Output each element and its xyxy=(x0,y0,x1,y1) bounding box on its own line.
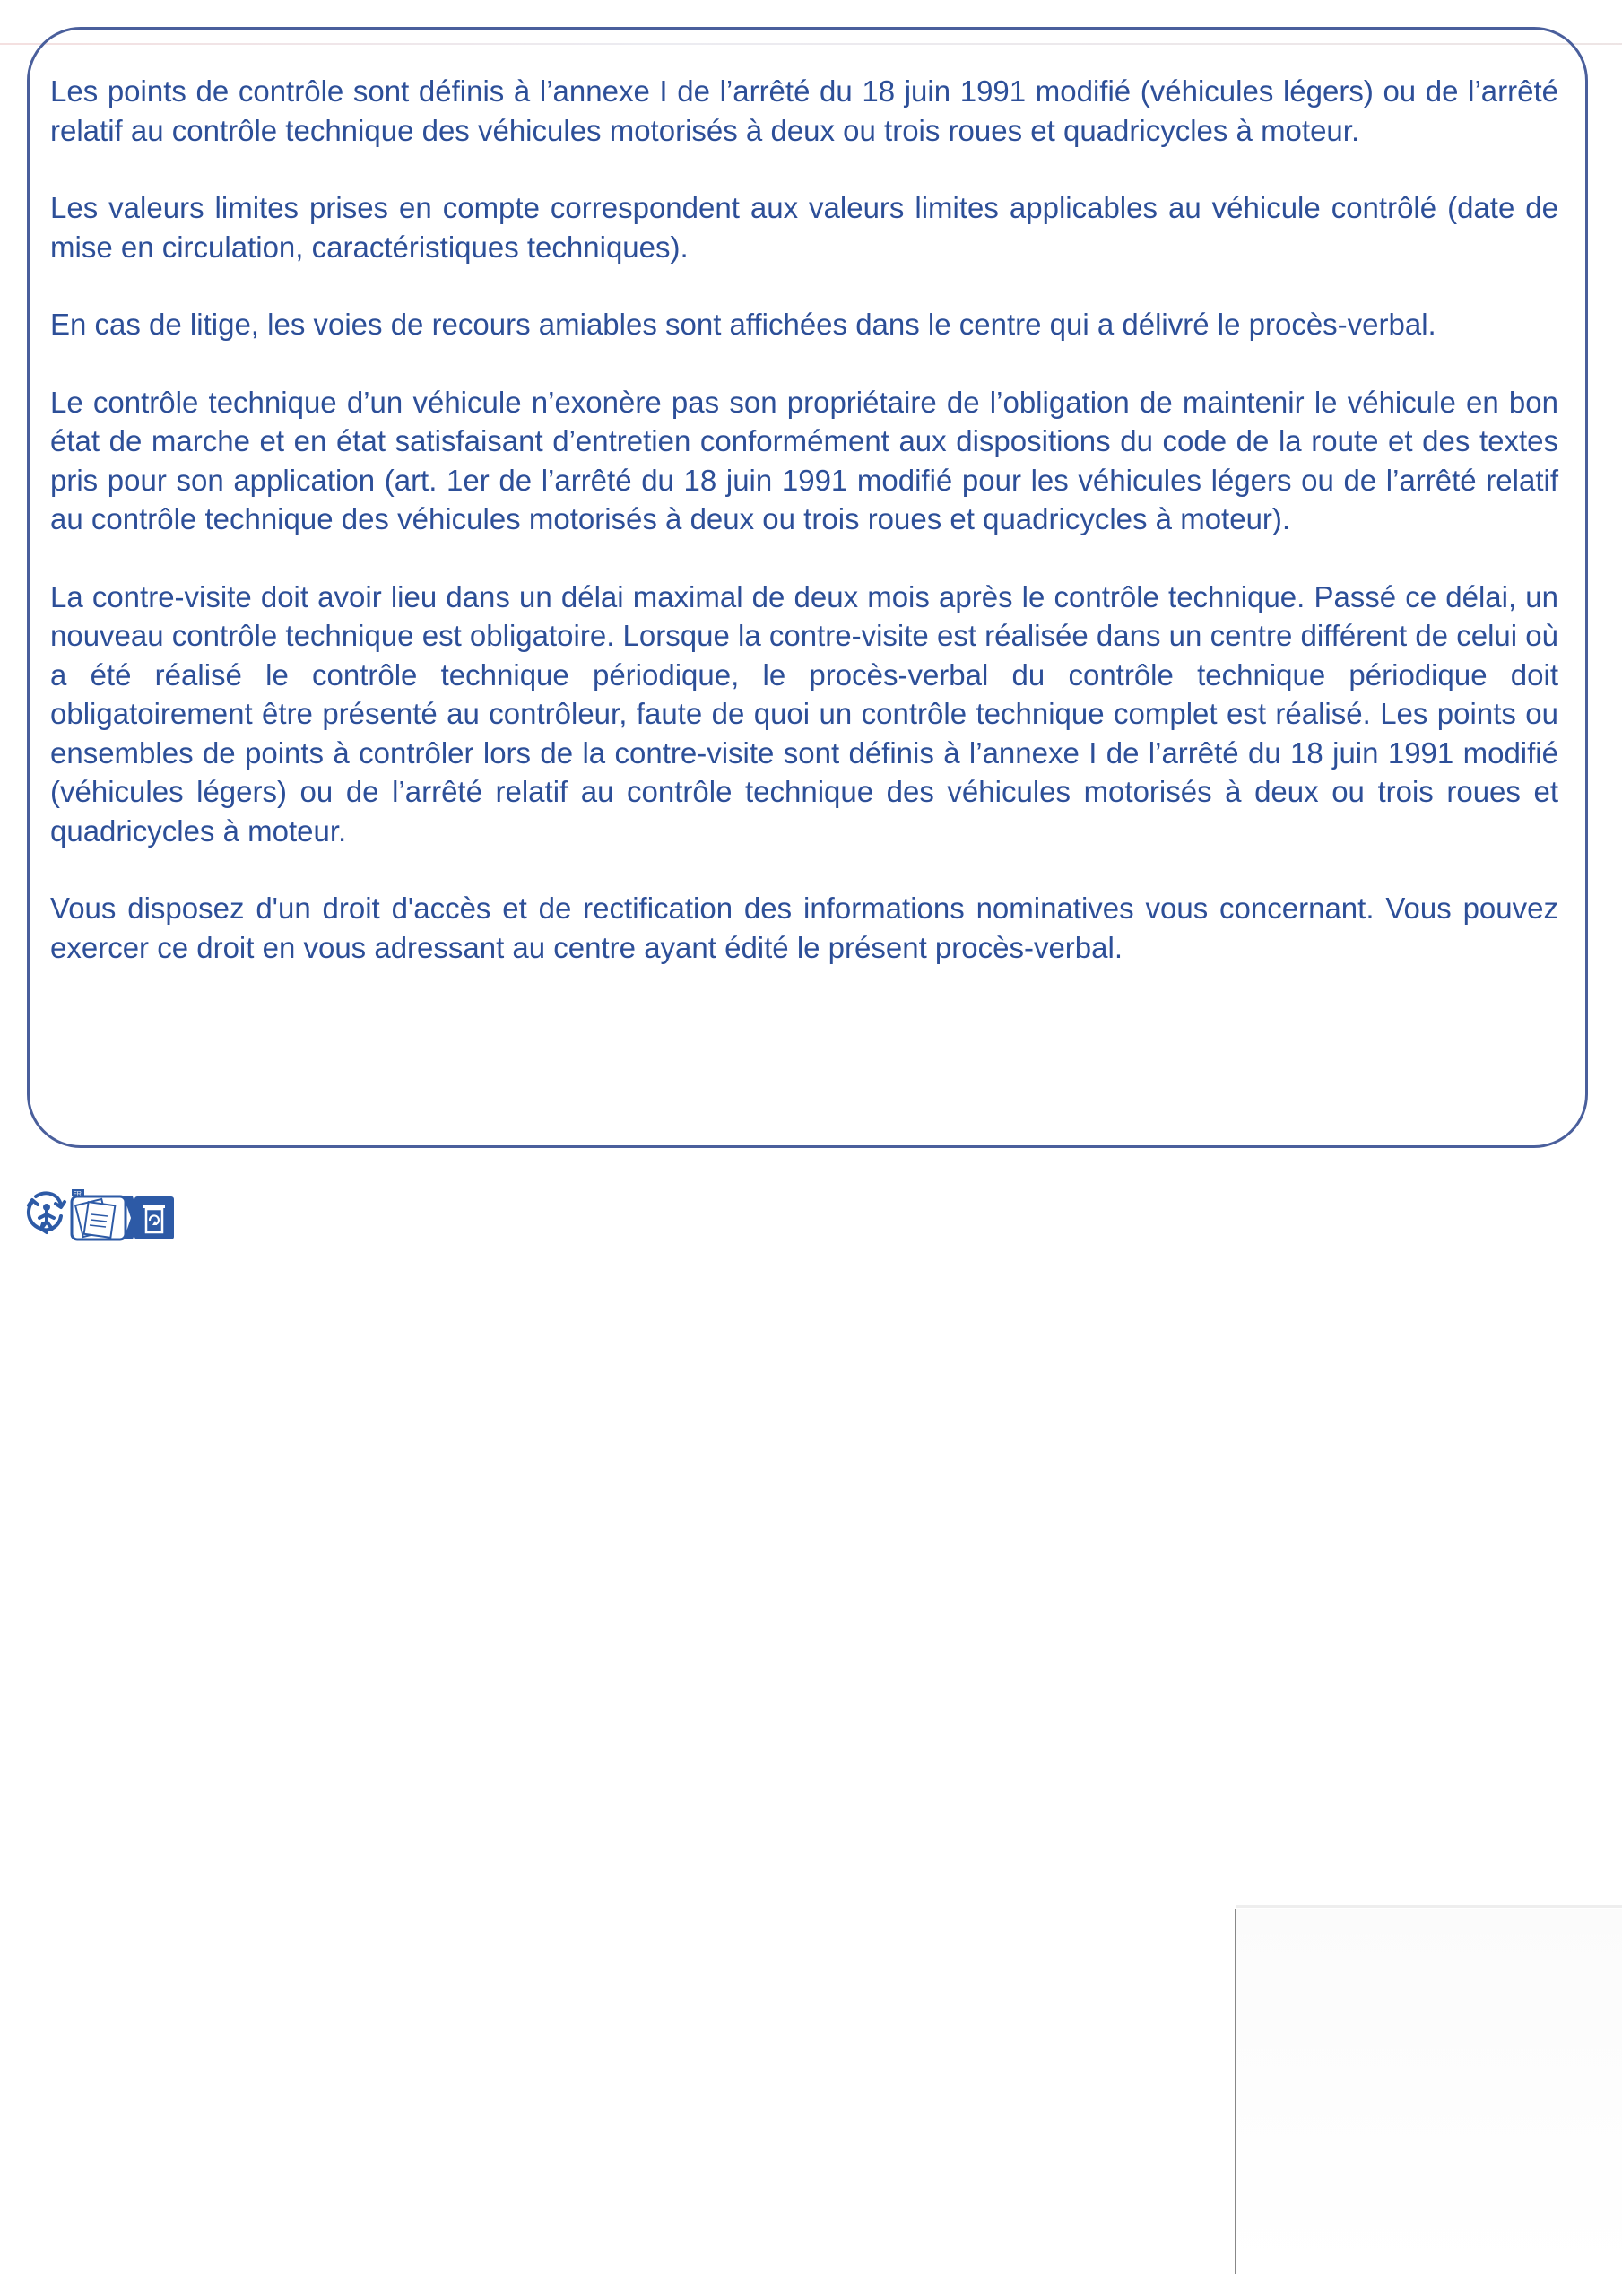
paper-sorting-icon xyxy=(72,1189,126,1239)
notice-paragraph-limit-values: Les valeurs limites prises en compte correspondent aux valeurs limites applicables au véhicule contrôlé (date de mise en circulation, caractéristiques techniques). xyxy=(50,191,1558,264)
page-fold-area xyxy=(1236,1909,1622,2274)
recycling-logos xyxy=(22,1180,183,1247)
notice-paragraph-control-points: Les points de contrôle sont définis à l’annexe I de l’arrêté du 18 juin 1991 modifié (véhicules légers) ou de l’arrêté relatif au contrôle technique des véhicules motorisés à deux ou trois roues et quadricycles à moteur. xyxy=(50,74,1558,147)
page-fold-line xyxy=(1235,1909,1236,2274)
notice-paragraph-dispute: En cas de litige, les voies de recours amiables sont affichées dans le centre qui a délivré le procès-verbal. xyxy=(50,308,1436,341)
notice-paragraph-owner-obligation: Le contrôle technique d’un véhicule n’exonère pas son propriétaire de l’obligation de maintenir le véhicule en bon état de marche et en état satisfaisant d’entretien conformément aux dispositions du code de la route et des textes pris pour son application (art. 1er de l’arrêté du 18 juin 1991 modifié pour les véhicules légers ou de l’arrêté relatif au contrôle technique des véhicules motorisés à deux ou trois roues et quadricycles à moteur). xyxy=(50,385,1558,535)
notice-paragraph-counter-visit: La contre-visite doit avoir lieu dans un délai maximal de deux mois après le contrôle technique. Passé ce délai, un nouveau contrôle technique est obligatoire. Lorsque la contre-visite est réalisée dans un centre différent de celui où a été réalisé le contrôle technique périodique, le procès-verbal du contrôle technique périodique doit obligatoirement être présenté au contrôleur, faute de quoi un contrôle technique complet est réalisé. Les points ou ensembles de points à contrôler lors de la contre-visite sont définis à l’annexe I de l’arrêté du 18 juin 1991 modifié (véhicules légers) ou de l’arrêté relatif au contrôle technique des véhicules motorisés à deux ou trois roues et quadricycles à moteur. xyxy=(50,579,1558,848)
paper-badge: FR xyxy=(73,1191,82,1197)
triman-recycling-icon xyxy=(29,1193,65,1232)
recycling-bin-icon xyxy=(124,1196,174,1239)
page-fold-shadow xyxy=(1236,1905,1622,1908)
notice-box xyxy=(50,72,1558,967)
notice-paragraph-data-rights: Vous disposez d'un droit d'accès et de rectification des informations nominatives vous concernant. Vous pouvez exercer ce droit en vous adressant au centre ayant édité le présent procès-verbal. xyxy=(50,891,1558,964)
